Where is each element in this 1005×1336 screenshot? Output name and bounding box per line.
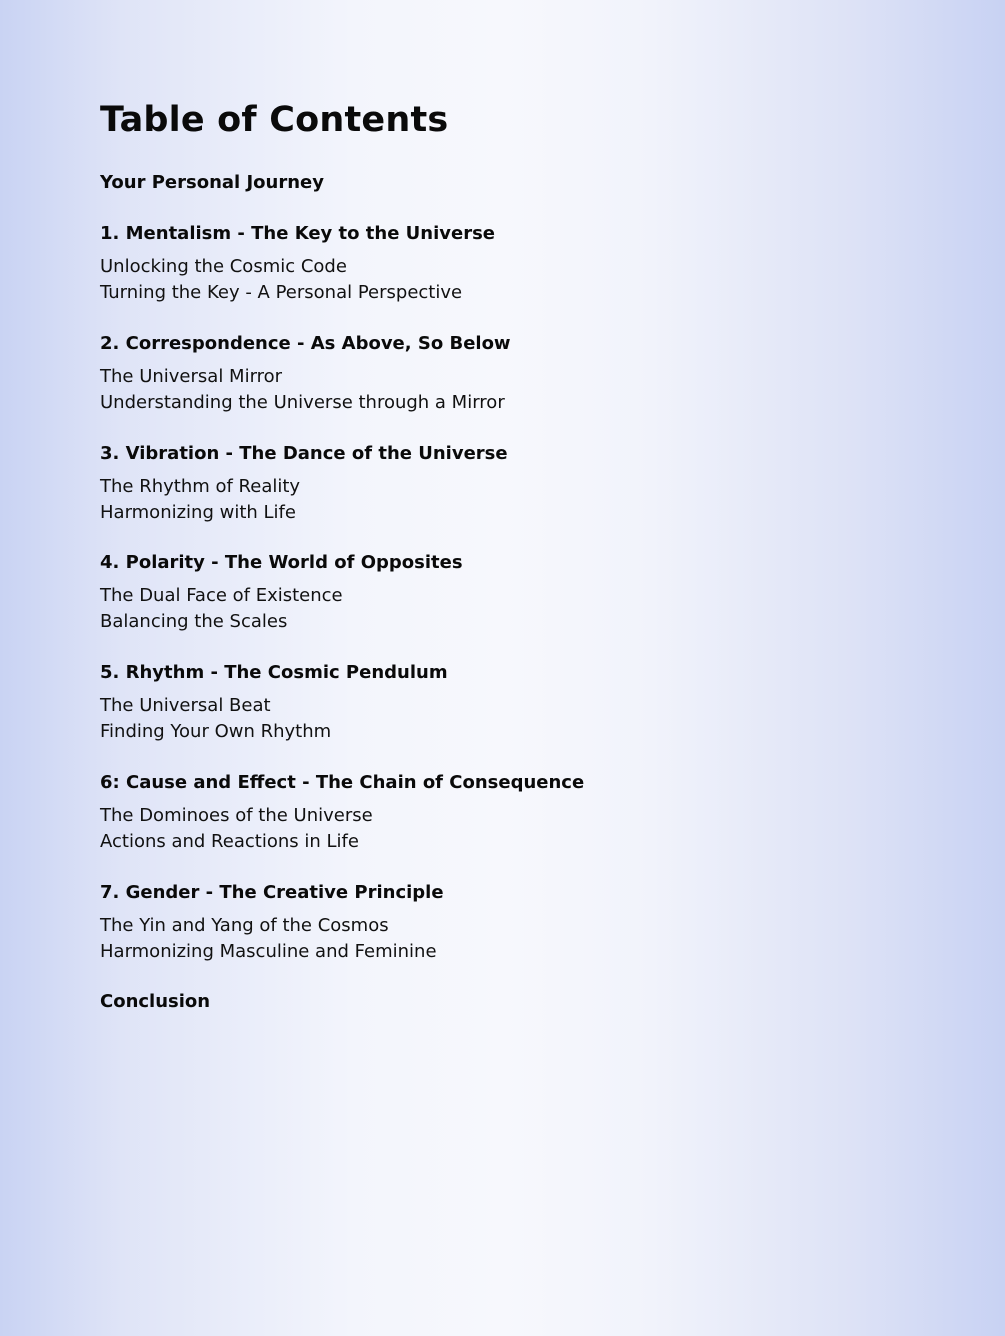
section-item: Finding Your Own Rhythm <box>100 721 332 742</box>
section-item: Understanding the Universe through a Mirror <box>100 392 505 413</box>
section-item: The Universal Beat <box>100 695 271 716</box>
chapter-heading: 7. Gender - The Creative Principle <box>100 882 444 903</box>
section-item: Turning the Key - A Personal Perspective <box>100 282 463 303</box>
toc-chapter-4 <box>100 551 463 635</box>
toc-entry-intro <box>100 171 324 195</box>
section-item: Actions and Reactions in Life <box>100 831 359 852</box>
section-item: The Dual Face of Existence <box>100 585 343 606</box>
toc-chapter-3 <box>100 442 508 526</box>
chapter-heading: 2. Correspondence - As Above, So Below <box>100 333 511 354</box>
conclusion-heading: Conclusion <box>100 991 211 1012</box>
chapter-heading: 6: Cause and Effect - The Chain of Consequence <box>100 772 585 793</box>
chapter-heading: 1. Mentalism - The Key to the Universe <box>100 223 496 244</box>
section-item: Harmonizing Masculine and Feminine <box>100 941 437 962</box>
toc-chapter-7 <box>100 881 444 965</box>
section-item: The Yin and Yang of the Cosmos <box>100 915 389 936</box>
chapter-heading: 3. Vibration - The Dance of the Universe <box>100 443 508 464</box>
page-title: Table of Contents <box>100 100 449 140</box>
toc-chapter-6 <box>100 771 584 855</box>
chapter-heading: 4. Polarity - The World of Opposites <box>100 552 463 573</box>
section-item: The Rhythm of Reality <box>100 476 301 497</box>
chapter-heading: 5. Rhythm - The Cosmic Pendulum <box>100 662 448 683</box>
section-item: Unlocking the Cosmic Code <box>100 256 347 277</box>
toc-chapter-5 <box>100 661 448 745</box>
section-item: Balancing the Scales <box>100 611 288 632</box>
toc-chapter-2 <box>100 332 511 416</box>
section-item: The Dominoes of the Universe <box>100 805 373 826</box>
toc-entry-conclusion <box>100 990 210 1014</box>
section-item: The Universal Mirror <box>100 366 283 387</box>
section-item: Harmonizing with Life <box>100 502 296 523</box>
intro-heading: Your Personal Journey <box>100 172 324 193</box>
toc-chapter-1 <box>100 222 495 306</box>
